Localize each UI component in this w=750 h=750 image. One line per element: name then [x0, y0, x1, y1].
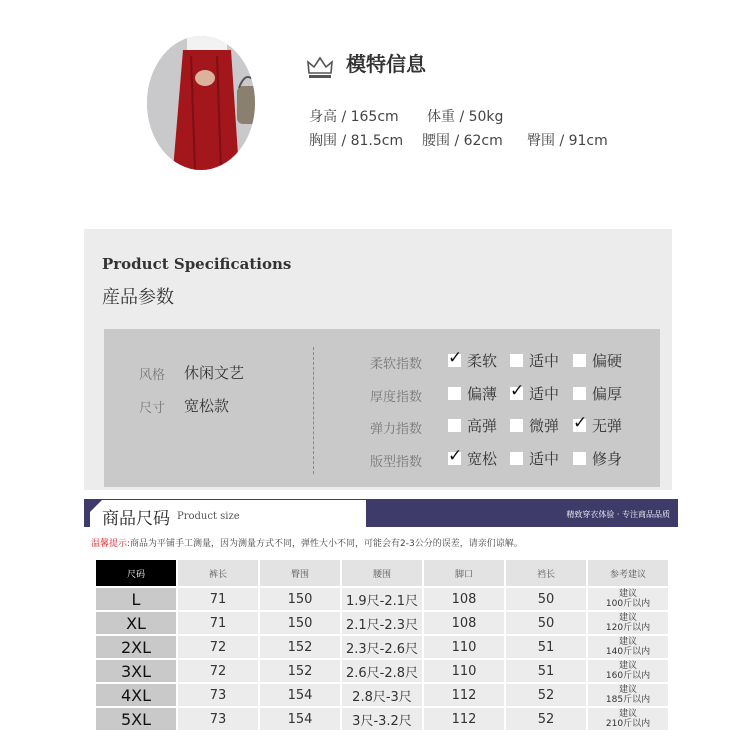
table-cell: 71: [178, 588, 258, 610]
table-row: [96, 636, 668, 658]
index-option-label: 适中: [529, 352, 560, 370]
checkbox-icon: [448, 387, 461, 400]
size-cell: 2XL: [96, 636, 176, 658]
style-label: 风格: [139, 368, 166, 383]
index-option-label: 微弹: [529, 417, 560, 435]
index-label: 弹力指数: [370, 422, 423, 437]
table-cell: 3尺-3.2尺: [342, 708, 422, 730]
index-option: [573, 448, 622, 469]
table-cell: 50: [506, 588, 586, 610]
model-photo: [147, 36, 255, 170]
banner-corner-icon: [90, 500, 102, 512]
table-cell: 52: [506, 708, 586, 730]
table-cell: 2.1尺-2.3尺: [342, 612, 422, 634]
table-row: [96, 660, 668, 682]
table-cell: 72: [178, 636, 258, 658]
model-info-title: 模特信息: [346, 52, 426, 76]
table-cell: 154: [260, 708, 340, 730]
table-cell: 建议 210斤以内: [588, 708, 668, 730]
size-title-cn: 商品尺码: [102, 509, 170, 529]
index-option: [510, 415, 559, 436]
table-cell: 108: [424, 612, 504, 634]
fit-label: 尺寸: [139, 401, 166, 416]
table-cell: 2.3尺-2.6尺: [342, 636, 422, 658]
tip-label: 温馨提示:: [91, 539, 131, 549]
table-cell: 建议 140斤以内: [588, 636, 668, 658]
size-cell: 5XL: [96, 708, 176, 730]
checkbox-icon: [510, 354, 523, 367]
index-option: [510, 448, 559, 469]
index-option: [573, 383, 622, 404]
model-weight: 体重 / 50kg: [427, 109, 504, 125]
table-cell: 112: [424, 708, 504, 730]
table-cell: 51: [506, 636, 586, 658]
size-cell: 4XL: [96, 684, 176, 706]
table-cell: 150: [260, 612, 340, 634]
index-option-label: 宽松: [467, 450, 498, 468]
table-cell: 110: [424, 660, 504, 682]
table-cell: 建议 160斤以内: [588, 660, 668, 682]
table-row: [96, 588, 668, 610]
checkbox-icon: [573, 452, 586, 465]
table-cell: 154: [260, 684, 340, 706]
table-cell: 51: [506, 660, 586, 682]
size-cell: XL: [96, 612, 176, 634]
index-option-label: 无弹: [592, 417, 623, 435]
checkbox-icon: [510, 419, 523, 432]
table-cell: 建议 185斤以内: [588, 684, 668, 706]
checked-box-icon: [573, 419, 586, 432]
spec-title-en: Product Specifications: [102, 255, 292, 273]
index-option-label: 适中: [529, 385, 560, 403]
table-cell: 150: [260, 588, 340, 610]
crown-icon: [306, 56, 334, 80]
index-label: 版型指数: [370, 455, 423, 470]
index-option: [448, 383, 497, 404]
table-cell: 建议 120斤以内: [588, 612, 668, 634]
table-cell: 建议 100斤以内: [588, 588, 668, 610]
table-header-cell: 参考建议: [588, 560, 668, 586]
style-value: 休闲文艺: [184, 364, 245, 382]
index-option: [510, 383, 559, 404]
checkbox-icon: [448, 419, 461, 432]
fit-value: 宽松款: [184, 397, 230, 415]
model-waist: 腰围 / 62cm: [422, 133, 503, 149]
index-option-label: 适中: [529, 450, 560, 468]
index-option: [448, 448, 497, 469]
table-row: [96, 708, 668, 730]
table-cell: 2.6尺-2.8尺: [342, 660, 422, 682]
index-option-label: 柔软: [467, 352, 498, 370]
table-cell: 112: [424, 684, 504, 706]
table-cell: 73: [178, 708, 258, 730]
size-cell: 3XL: [96, 660, 176, 682]
index-option-label: 高弹: [467, 417, 498, 435]
index-option: [573, 415, 622, 436]
index-option: [448, 350, 497, 371]
size-cell: L: [96, 588, 176, 610]
table-cell: 1.9尺-2.1尺: [342, 588, 422, 610]
table-cell: 73: [178, 684, 258, 706]
model-height: 身高 / 165cm: [309, 109, 399, 125]
spec-title-cn: 産品参数: [102, 287, 174, 308]
table-cell: 110: [424, 636, 504, 658]
index-label: 厚度指数: [370, 390, 423, 405]
table-header-cell: 脚口: [424, 560, 504, 586]
checkbox-icon: [573, 354, 586, 367]
size-title-en: Product size: [177, 511, 240, 522]
checkbox-icon: [510, 452, 523, 465]
checkbox-icon: [573, 387, 586, 400]
measure-tip: [91, 536, 523, 549]
index-option: [448, 415, 497, 436]
table-cell: 152: [260, 660, 340, 682]
index-option-label: 修身: [592, 450, 623, 468]
model-bust: 胸围 / 81.5cm: [309, 133, 404, 149]
table-header-cell: 裤长: [178, 560, 258, 586]
table-header-cell: 腰围: [342, 560, 422, 586]
tip-text: 商品为平铺手工测量，因为测量方式不同，弹性大小不同，可能会有2-3公分的误差，请亲们谅解。: [130, 539, 523, 549]
table-cell: 72: [178, 660, 258, 682]
table-cell: 152: [260, 636, 340, 658]
table-cell: 52: [506, 684, 586, 706]
table-row: [96, 612, 668, 634]
table-header-cell: 尺码: [96, 560, 176, 586]
table-cell: 50: [506, 612, 586, 634]
spec-divider: [313, 347, 314, 474]
index-option-label: 偏厚: [592, 385, 623, 403]
table-header-cell: 臀围: [260, 560, 340, 586]
index-option-label: 偏薄: [467, 385, 498, 403]
index-label: 柔软指数: [370, 357, 423, 372]
table-cell: 71: [178, 612, 258, 634]
checked-box-icon: [448, 452, 461, 465]
table-row: [96, 684, 668, 706]
checked-box-icon: [448, 354, 461, 367]
table-header-cell: 裆长: [506, 560, 586, 586]
checked-box-icon: [510, 387, 523, 400]
model-hips: 臀围 / 91cm: [527, 133, 608, 149]
table-cell: 108: [424, 588, 504, 610]
index-option: [573, 350, 622, 371]
index-option: [510, 350, 559, 371]
size-table: [94, 558, 670, 732]
banner-slogan: 精致穿衣体验 · 专注商品品质: [566, 510, 670, 519]
index-option-label: 偏硬: [592, 352, 623, 370]
table-cell: 2.8尺-3尺: [342, 684, 422, 706]
